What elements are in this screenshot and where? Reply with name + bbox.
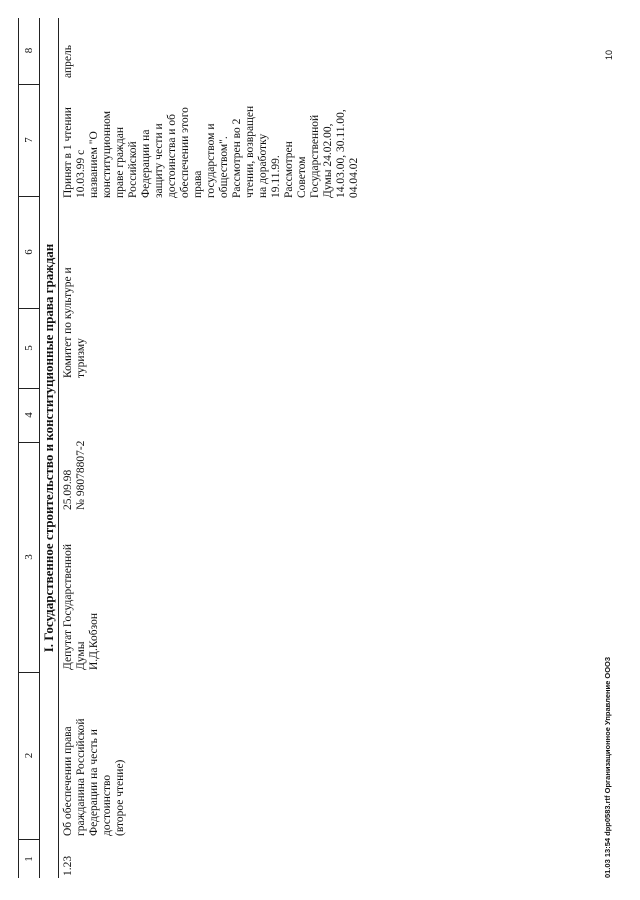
column-header-6: 6 xyxy=(19,196,39,309)
column-header-3: 3 xyxy=(19,442,39,673)
committee: Комитет по культуре и туризму xyxy=(62,267,87,378)
planned-month: апрель xyxy=(62,45,74,78)
bill-name: Об обеспечении права гражданина Российской Федерации на честь и достоинство (второе чтение) xyxy=(62,718,126,836)
column-header-4: 4 xyxy=(19,388,39,443)
section-title: I. Государственное строительство и конституционные права граждан xyxy=(40,18,59,878)
row-number: 1.23 xyxy=(62,855,74,876)
column-header-1: 1 xyxy=(23,856,35,862)
column-header-2: 2 xyxy=(19,672,39,840)
page-number: 10 xyxy=(604,49,614,60)
table-header-row xyxy=(18,18,40,878)
footer-info: 01.03 13:54 dpp0583.rtf Организационное Управление ООО3 xyxy=(603,656,612,878)
column-header-7: 7 xyxy=(19,84,39,197)
review-status: Принят в 1 чтении 10.03.99 с названием "О конституционном праве граждан Российской Федерации на защиту чести и достоинства и об обеспечении этого права государством и обществом". Рассмотрен во 2 чтении, возвращен на доработку 19.11.99. Рассмотрен Советом Государственной Думы 24.02.00, 14.03.00, 30.11.00, 04.04.02 xyxy=(62,105,360,198)
column-header-8: 8 xyxy=(19,17,39,85)
column-header-5: 5 xyxy=(19,308,39,389)
rotated-sheet xyxy=(18,18,618,878)
initiator: Депутат Государственной Думы И.Д.Кобзон xyxy=(62,543,100,670)
submission-date: 25.09.98 № 98078807-2 xyxy=(62,440,87,510)
